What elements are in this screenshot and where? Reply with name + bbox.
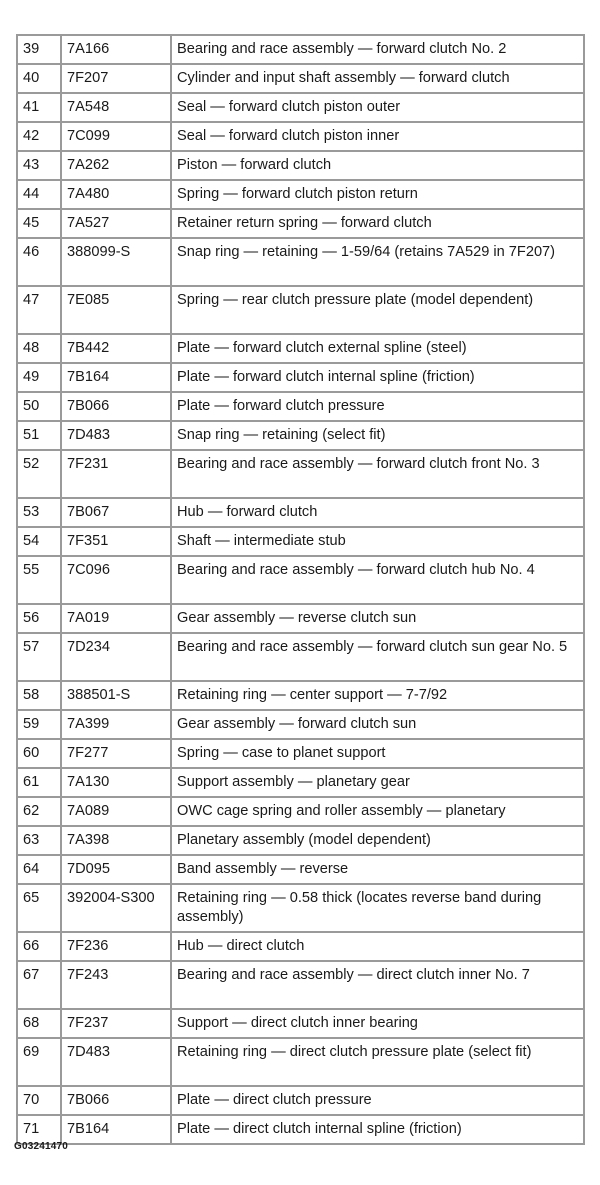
item-number: 70 bbox=[17, 1086, 61, 1115]
part-description: Support — direct clutch inner bearing bbox=[171, 1009, 584, 1038]
part-number: 7B066 bbox=[61, 1086, 171, 1115]
item-number: 58 bbox=[17, 681, 61, 710]
part-number: 7D483 bbox=[61, 1038, 171, 1086]
part-description: Gear assembly — reverse clutch sun bbox=[171, 604, 584, 633]
table-row bbox=[17, 151, 584, 180]
part-number: 7A019 bbox=[61, 604, 171, 633]
item-number: 61 bbox=[17, 768, 61, 797]
part-number: 7A089 bbox=[61, 797, 171, 826]
table-row bbox=[17, 286, 584, 334]
part-number: 7A398 bbox=[61, 826, 171, 855]
part-number: 388099-S bbox=[61, 238, 171, 286]
item-number: 67 bbox=[17, 961, 61, 1009]
part-description: OWC cage spring and roller assembly — planetary bbox=[171, 797, 584, 826]
part-description: Shaft — intermediate stub bbox=[171, 527, 584, 556]
part-number: 7B066 bbox=[61, 392, 171, 421]
part-description: Plate — forward clutch internal spline (friction) bbox=[171, 363, 584, 392]
table-row bbox=[17, 498, 584, 527]
item-number: 44 bbox=[17, 180, 61, 209]
part-number: 7E085 bbox=[61, 286, 171, 334]
part-number: 7D095 bbox=[61, 855, 171, 884]
table-row bbox=[17, 180, 584, 209]
item-number: 51 bbox=[17, 421, 61, 450]
part-number: 7B442 bbox=[61, 334, 171, 363]
part-description: Bearing and race assembly — forward clutch front No. 3 bbox=[171, 450, 584, 498]
item-number: 50 bbox=[17, 392, 61, 421]
item-number: 43 bbox=[17, 151, 61, 180]
part-description: Piston — forward clutch bbox=[171, 151, 584, 180]
part-number: 7A166 bbox=[61, 35, 171, 64]
item-number: 47 bbox=[17, 286, 61, 334]
part-number: 7F207 bbox=[61, 64, 171, 93]
table-row bbox=[17, 768, 584, 797]
part-number: 7B164 bbox=[61, 1115, 171, 1144]
table-row bbox=[17, 363, 584, 392]
item-number: 39 bbox=[17, 35, 61, 64]
part-description: Spring — case to planet support bbox=[171, 739, 584, 768]
part-description: Retaining ring — center support — 7-7/92 bbox=[171, 681, 584, 710]
table-row bbox=[17, 35, 584, 64]
part-number: 7F231 bbox=[61, 450, 171, 498]
table-row bbox=[17, 450, 584, 498]
table-row bbox=[17, 209, 584, 238]
table-row bbox=[17, 961, 584, 1009]
part-number: 7A130 bbox=[61, 768, 171, 797]
table-row bbox=[17, 527, 584, 556]
table-row bbox=[17, 334, 584, 363]
table-row bbox=[17, 826, 584, 855]
part-description: Plate — forward clutch pressure bbox=[171, 392, 584, 421]
part-number: 7D234 bbox=[61, 633, 171, 681]
part-description: Bearing and race assembly — direct clutch inner No. 7 bbox=[171, 961, 584, 1009]
part-number: 7A480 bbox=[61, 180, 171, 209]
part-description: Cylinder and input shaft assembly — forward clutch bbox=[171, 64, 584, 93]
item-number: 46 bbox=[17, 238, 61, 286]
part-number: 7F237 bbox=[61, 1009, 171, 1038]
item-number: 53 bbox=[17, 498, 61, 527]
part-description: Planetary assembly (model dependent) bbox=[171, 826, 584, 855]
part-number: 7A399 bbox=[61, 710, 171, 739]
table-row bbox=[17, 710, 584, 739]
item-number: 45 bbox=[17, 209, 61, 238]
part-number: 7F236 bbox=[61, 932, 171, 961]
item-number: 40 bbox=[17, 64, 61, 93]
part-description: Hub — direct clutch bbox=[171, 932, 584, 961]
table-row bbox=[17, 855, 584, 884]
part-number: 7D483 bbox=[61, 421, 171, 450]
part-description: Hub — forward clutch bbox=[171, 498, 584, 527]
table-row bbox=[17, 64, 584, 93]
item-number: 59 bbox=[17, 710, 61, 739]
part-number: 7F277 bbox=[61, 739, 171, 768]
part-description: Retainer return spring — forward clutch bbox=[171, 209, 584, 238]
table-row bbox=[17, 421, 584, 450]
table-row bbox=[17, 1115, 584, 1144]
item-number: 49 bbox=[17, 363, 61, 392]
item-number: 48 bbox=[17, 334, 61, 363]
part-description: Snap ring — retaining — 1-59/64 (retains 7A529 in 7F207) bbox=[171, 238, 584, 286]
part-number: 7A262 bbox=[61, 151, 171, 180]
table-row bbox=[17, 932, 584, 961]
part-description: Gear assembly — forward clutch sun bbox=[171, 710, 584, 739]
part-description: Plate — forward clutch external spline (steel) bbox=[171, 334, 584, 363]
part-number: 7F351 bbox=[61, 527, 171, 556]
table-row bbox=[17, 122, 584, 151]
item-number: 63 bbox=[17, 826, 61, 855]
table-row bbox=[17, 238, 584, 286]
item-number: 71 bbox=[17, 1115, 61, 1144]
part-number: 388501-S bbox=[61, 681, 171, 710]
part-description: Spring — forward clutch piston return bbox=[171, 180, 584, 209]
item-number: 64 bbox=[17, 855, 61, 884]
part-number: 7C096 bbox=[61, 556, 171, 604]
item-number: 69 bbox=[17, 1038, 61, 1086]
part-number: 7B067 bbox=[61, 498, 171, 527]
part-description: Seal — forward clutch piston inner bbox=[171, 122, 584, 151]
part-description: Plate — direct clutch pressure bbox=[171, 1086, 584, 1115]
table-row bbox=[17, 884, 584, 932]
table-row bbox=[17, 633, 584, 681]
figure-id: G03241470 bbox=[14, 1141, 69, 1152]
table-row bbox=[17, 93, 584, 122]
item-number: 42 bbox=[17, 122, 61, 151]
part-description: Retaining ring — 0.58 thick (locates reverse band during assembly) bbox=[171, 884, 584, 932]
item-number: 65 bbox=[17, 884, 61, 932]
part-description: Support assembly — planetary gear bbox=[171, 768, 584, 797]
part-description: Spring — rear clutch pressure plate (model dependent) bbox=[171, 286, 584, 334]
part-number: 392004-S300 bbox=[61, 884, 171, 932]
part-description: Band assembly — reverse bbox=[171, 855, 584, 884]
item-number: 55 bbox=[17, 556, 61, 604]
table-row bbox=[17, 604, 584, 633]
item-number: 56 bbox=[17, 604, 61, 633]
part-description: Plate — direct clutch internal spline (friction) bbox=[171, 1115, 584, 1144]
part-number: 7A527 bbox=[61, 209, 171, 238]
part-description: Bearing and race assembly — forward clutch No. 2 bbox=[171, 35, 584, 64]
table-row bbox=[17, 556, 584, 604]
item-number: 60 bbox=[17, 739, 61, 768]
table-row bbox=[17, 681, 584, 710]
part-description: Seal — forward clutch piston outer bbox=[171, 93, 584, 122]
item-number: 54 bbox=[17, 527, 61, 556]
item-number: 62 bbox=[17, 797, 61, 826]
table-row bbox=[17, 739, 584, 768]
part-description: Bearing and race assembly — forward clutch sun gear No. 5 bbox=[171, 633, 584, 681]
table-row bbox=[17, 1009, 584, 1038]
parts-table bbox=[16, 34, 585, 1145]
item-number: 41 bbox=[17, 93, 61, 122]
part-number: 7C099 bbox=[61, 122, 171, 151]
item-number: 66 bbox=[17, 932, 61, 961]
part-number: 7F243 bbox=[61, 961, 171, 1009]
part-number: 7B164 bbox=[61, 363, 171, 392]
item-number: 68 bbox=[17, 1009, 61, 1038]
table-row bbox=[17, 1086, 584, 1115]
part-description: Retaining ring — direct clutch pressure plate (select fit) bbox=[171, 1038, 584, 1086]
item-number: 57 bbox=[17, 633, 61, 681]
table-row bbox=[17, 392, 584, 421]
part-number: 7A548 bbox=[61, 93, 171, 122]
table-row bbox=[17, 1038, 584, 1086]
table-row bbox=[17, 797, 584, 826]
part-description: Bearing and race assembly — forward clutch hub No. 4 bbox=[171, 556, 584, 604]
part-description: Snap ring — retaining (select fit) bbox=[171, 421, 584, 450]
item-number: 52 bbox=[17, 450, 61, 498]
